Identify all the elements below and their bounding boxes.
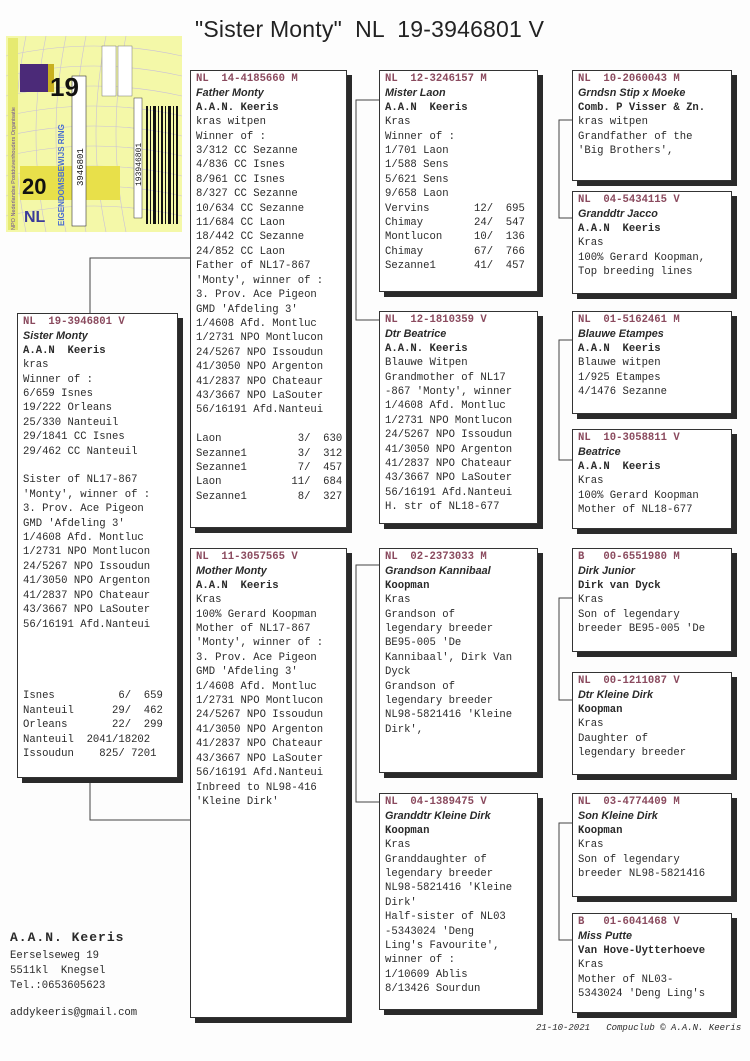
pigeon-info-line: 1/588 Sens: [385, 159, 449, 172]
pigeon-info-line: Grandson of: [385, 680, 455, 693]
pigeon-info-line: Son of legendary: [578, 608, 680, 621]
pigeon-info-line: 29/462 CC Nanteuil: [23, 445, 138, 458]
race-result-row: Sezanne1 3/ 312: [196, 447, 343, 460]
pigeon-info-line: 43/3667 NPO LaSouter: [196, 389, 324, 402]
pigeon-breeder: Van Hove-Uytterhoeve: [578, 944, 706, 957]
pigeon-info-line: 8/961 CC Isnes: [196, 173, 286, 186]
pigeon-info-line: Mother of NL18-677: [578, 504, 693, 517]
pigeon-info-line: 41/3050 NPO Argenton: [196, 723, 324, 736]
pigeon-breeder: Comb. P Visser & Zn.: [578, 101, 706, 114]
pigeon-info-line: 56/16191 Afd.Nanteui: [385, 486, 513, 499]
pigeon-card-mm-grandmother: [572, 913, 732, 1013]
ring-number: NL 01-5162461 M: [578, 314, 680, 326]
pigeon-card-father: [190, 70, 347, 528]
pigeon-info-line: NL98-5821416 'Kleine: [385, 709, 513, 722]
race-result-row: Sezanne1 41/ 457: [385, 260, 525, 273]
pigeon-info-line: 1/2731 NPO Montlucon: [196, 695, 324, 708]
pigeon-info-line: kras: [23, 359, 49, 372]
pigeon-info-line: 'Big Brothers',: [578, 145, 674, 158]
race-result-row: Laon 11/ 684: [196, 476, 343, 489]
pigeon-info-line: Ling's Favourite',: [385, 940, 500, 953]
pigeon-info-line: 1/2731 NPO Montlucon: [385, 414, 513, 427]
pigeon-info-line: [23, 646, 172, 660]
pigeon-breeder: A.A.N. Keeris: [196, 101, 279, 114]
pigeon-info-line: Mother of NL17-867: [196, 623, 311, 636]
pigeon-info-line: 18/442 CC Sezanne: [196, 231, 305, 244]
pigeon-info-line: 8/13426 Sourdun: [385, 983, 481, 996]
pigeon-info-line: 1/10609 Ablis: [385, 968, 468, 981]
pigeon-info-line: [23, 632, 172, 646]
pigeon-breeder: A.A.N. Keeris: [385, 342, 468, 355]
pigeon-info-line: 24/5267 NPO Issoudun: [196, 709, 324, 722]
ring-number: NL 14-4185660 M: [196, 73, 298, 85]
pigeon-info-line: 1/2731 NPO Montlucon: [196, 332, 324, 345]
pigeon-info-line: 'Monty', winner of :: [23, 488, 151, 501]
sticker-year-prefix: 20: [22, 174, 47, 199]
pigeon-info-line: 1/4608 Afd. Montluc: [196, 680, 317, 693]
pigeon-name: Dtr Kleine Dirk: [578, 689, 653, 702]
breeder-phone: Tel.:0653605623: [10, 980, 106, 992]
pigeon-info-line: Dyck: [385, 666, 411, 679]
pigeon-info-line: winner of :: [385, 954, 455, 967]
pigeon-breeder: A.A.N Keeris: [23, 344, 106, 357]
pigeon-name: Sister Monty: [23, 330, 88, 343]
race-result-row: Laon 3/ 630: [196, 433, 343, 446]
pigeon-info-line: Winner of :: [23, 373, 93, 386]
pigeon-info-line: 41/2837 NPO Chateaur: [196, 738, 324, 751]
race-result-row: Nanteuil 2041/18202: [23, 733, 151, 746]
pigeon-info-line: 8/327 CC Sezanne: [196, 188, 298, 201]
pigeon-card-fm-grandmother: [572, 429, 732, 529]
pigeon-info-line: -5343024 'Deng: [385, 925, 475, 938]
pigeon-info-line: 100% Gerard Koopman: [196, 608, 317, 621]
pigeon-info-line: 'Monty', winner of :: [196, 274, 324, 287]
pigeon-name: Dirk Junior: [578, 565, 635, 578]
sticker-band-text: EIGENDOMSBEWIJS RING: [57, 124, 66, 226]
pigeon-breeder: Koopman: [578, 824, 623, 837]
pigeon-info-line: 1/2731 NPO Montlucon: [23, 546, 151, 559]
pigeon-info-line: 100% Gerard Koopman: [578, 489, 699, 502]
pigeon-info-line: H. str of NL18-677: [385, 501, 500, 514]
pigeon-info-line: 24/852 CC Laon: [196, 245, 286, 258]
pigeon-info-line: 6/659 Isnes: [23, 388, 93, 401]
race-result-row: Nanteuil 29/ 462: [23, 704, 163, 717]
pigeon-breeder: A.A.N Keeris: [578, 460, 661, 473]
pigeon-info-line: breeder NL98-5821416: [578, 868, 706, 881]
pigeon-info-line: Mother of NL03-: [578, 973, 674, 986]
pigeon-breeder: Koopman: [385, 824, 430, 837]
pigeon-info-line: 56/16191 Afd.Nanteui: [196, 404, 324, 417]
pigeon-name: Father Monty: [196, 87, 264, 100]
pigeon-info-line: [196, 418, 341, 432]
pigeon-info-line: 56/16191 Afd.Nanteui: [23, 618, 151, 631]
pigeon-card-paternal-grandfather: [379, 70, 538, 292]
pigeon-info-line: Kras: [385, 839, 411, 852]
pigeon-info-line: Grandfather of the: [578, 130, 693, 143]
pigeon-info-line: legendary breeder: [385, 695, 494, 708]
pigeon-card-maternal-grandfather: [379, 548, 538, 773]
sticker-ring-number: 3946801: [76, 148, 86, 186]
pigeon-info-line: 1/701 Laon: [385, 145, 449, 158]
pigeon-name: Miss Putte: [578, 930, 632, 943]
pigeon-info-line: Daughter of: [578, 732, 648, 745]
pigeon-info-line: 3. Prov. Ace Pigeon: [23, 503, 144, 516]
pigeon-info-line: 29/1841 CC Isnes: [23, 431, 125, 444]
pigeon-info-line: 43/3667 NPO LaSouter: [196, 752, 324, 765]
pigeon-info-line: Grandson of: [385, 608, 455, 621]
race-result-row: Isnes 6/ 659: [23, 690, 163, 703]
footer-credit: 21-10-2021 Compuclub © A.A.N. Keeris: [536, 1023, 742, 1033]
pigeon-info-line: Half-sister of NL03: [385, 911, 506, 924]
pigeon-info-line: Kras: [578, 594, 604, 607]
page-title: "Sister Monty" NL 19-3946801 V: [195, 16, 545, 42]
pigeon-info-line: 1/4608 Afd. Montluc: [23, 532, 144, 545]
pigeon-card-maternal-grandmother: [379, 793, 538, 1010]
pigeon-info-line: Son of legendary: [578, 853, 680, 866]
pigeon-info-line: 24/5267 NPO Issoudun: [385, 429, 513, 442]
ring-number: NL 00-1211087 V: [578, 675, 680, 687]
ring-number: NL 12-3246157 M: [385, 73, 487, 85]
pigeon-card-ffm-grandfather: [572, 70, 732, 181]
pigeon-info-line: 5/621 Sens: [385, 173, 449, 186]
pigeon-name: Blauwe Etampes: [578, 328, 664, 341]
pigeon-name: Son Kleine Dirk: [578, 810, 658, 823]
pigeon-card-mf-grandfather: [572, 548, 732, 652]
ring-number: NL 03-4774409 M: [578, 796, 680, 808]
pigeon-breeder: Dirk van Dyck: [578, 579, 661, 592]
pigeon-info-line: Kras: [578, 959, 604, 972]
pigeon-info-line: 24/5267 NPO Issoudun: [23, 560, 151, 573]
pigeon-info-line: 41/2837 NPO Chateaur: [23, 589, 151, 602]
pigeon-name: Mother Monty: [196, 565, 267, 578]
pigeon-info-line: Kannibaal', Dirk Van: [385, 651, 513, 664]
pigeon-name: Grndsn Stip x Moeke: [578, 87, 686, 100]
ring-number: NL 10-2060043 M: [578, 73, 680, 85]
pigeon-info-line: 41/2837 NPO Chateaur: [385, 458, 513, 471]
pigeon-breeder: A.A.N Keeris: [385, 101, 468, 114]
pigeon-info-line: Blauwe Witpen: [385, 357, 468, 370]
pigeon-info-line: Inbreed to NL98-416: [196, 781, 317, 794]
pigeon-info-line: Kras: [385, 116, 411, 129]
pigeon-card-ffm-grandmother: [572, 191, 732, 294]
pigeon-name: Beatrice: [578, 446, 621, 459]
race-result-row: Chimay 67/ 766: [385, 245, 525, 258]
pigeon-info-line: GMD 'Afdeling 3': [23, 517, 125, 530]
pigeon-info-line: legendary breeder: [578, 747, 687, 760]
breeder-address: Eerselseweg 19: [10, 950, 100, 962]
breeder-city: 5511kl Knegsel: [10, 965, 106, 977]
pigeon-info-line: 10/634 CC Sezanne: [196, 202, 305, 215]
sticker-country: NL: [24, 209, 46, 226]
ring-number: NL 11-3057565 V: [196, 551, 298, 563]
race-result-row: Issoudun 825/ 7201: [23, 748, 157, 761]
ring-number: B 00-6551980 M: [578, 551, 680, 563]
pigeon-info-line: Kras: [196, 594, 222, 607]
race-result-row: Orleans 22/ 299: [23, 719, 163, 732]
pigeon-info-line: 43/3667 NPO LaSouter: [385, 472, 513, 485]
pigeon-info-line: Kras: [578, 475, 604, 488]
pigeon-info-line: 'Kleine Dirk': [196, 795, 279, 808]
sticker-side-text: NPO Nederlandse Postduivenhouders Organisatie: [11, 107, 17, 230]
pigeon-info-line: 1/925 Etampes: [578, 371, 661, 384]
ring-number: NL 12-1810359 V: [385, 314, 487, 326]
pigeon-card-mf-grandmother: [572, 672, 732, 775]
pigeon-info-line: 4/836 CC Isnes: [196, 159, 286, 172]
race-result-row: Sezanne1 7/ 457: [196, 461, 343, 474]
pigeon-info-line: Winner of :: [385, 130, 455, 143]
sticker-ring-number-long: 193946801: [135, 142, 144, 186]
sticker-year: 19: [50, 72, 79, 102]
pigeon-info-line: [23, 661, 172, 675]
pigeon-info-line: 43/3667 NPO LaSouter: [23, 604, 151, 617]
pigeon-info-line: Kras: [578, 237, 604, 250]
ring-number: NL 04-1389475 V: [385, 796, 487, 808]
pigeon-info-line: 5343024 'Deng Ling's: [578, 988, 706, 1001]
pigeon-info-line: 25/330 Nanteuil: [23, 416, 119, 429]
pigeon-info-line: Top breeding lines: [578, 266, 693, 279]
pigeon-info-line: Sister of NL17-867: [23, 474, 138, 487]
ring-number: NL 19-3946801 V: [23, 316, 125, 328]
pigeon-name: Grandson Kannibaal: [385, 565, 491, 578]
pigeon-name: Mister Laon: [385, 87, 446, 100]
pigeon-breeder: Koopman: [578, 703, 623, 716]
pigeon-info-line: Kras: [578, 718, 604, 731]
pigeon-info-line: Father of NL17-867: [196, 260, 311, 273]
breeder-email[interactable]: addykeeris@gmail.com: [10, 1007, 138, 1019]
race-result-row: Vervins 12/ 695: [385, 202, 525, 215]
pigeon-info-line: GMD 'Afdeling 3': [196, 666, 298, 679]
pigeon-info-line: 19/222 Orleans: [23, 402, 113, 415]
pigeon-info-line: BE95-005 'De: [385, 637, 462, 650]
pigeon-info-line: 41/3050 NPO Argenton: [23, 575, 151, 588]
pigeon-info-line: Kras: [385, 594, 411, 607]
pigeon-info-line: Blauwe witpen: [578, 357, 661, 370]
ring-number: NL 10-3058811 V: [578, 432, 680, 444]
pigeon-info-line: Granddaughter of: [385, 853, 487, 866]
pigeon-breeder: Koopman: [385, 579, 430, 592]
pigeon-info-line: Winner of :: [196, 130, 266, 143]
pigeon-info-line: 41/2837 NPO Chateaur: [196, 375, 324, 388]
pigeon-info-line: 100% Gerard Koopman,: [578, 251, 706, 264]
pigeon-info-line: breeder BE95-005 'De: [578, 623, 706, 636]
breeder-info: [10, 930, 124, 994]
pigeon-info-line: kras witpen: [578, 116, 648, 129]
pigeon-card-fm-grandfather: [572, 311, 732, 414]
pigeon-breeder: A.A.N Keeris: [578, 342, 661, 355]
pigeon-info-line: 1/4608 Afd. Montluc: [385, 400, 506, 413]
pigeon-info-line: 4/1476 Sezanne: [578, 386, 668, 399]
race-result-row: Sezanne1 8/ 327: [196, 490, 343, 503]
pigeon-info-line: Kras: [578, 839, 604, 852]
pigeon-name: Granddtr Jacco: [578, 208, 658, 221]
pigeon-info-line: kras witpen: [196, 116, 266, 129]
race-result-row: Montlucon 10/ 136: [385, 231, 525, 244]
breeder-name: A.A.N. Keeris: [10, 930, 125, 945]
pigeon-info-line: 'Monty', winner of :: [196, 637, 324, 650]
ring-number: NL 04-5434115 V: [578, 194, 680, 206]
pigeon-info-line: 24/5267 NPO Issoudun: [196, 346, 324, 359]
pigeon-card-subject: [17, 313, 178, 778]
pigeon-info-line: -867 'Monty', winner: [385, 386, 513, 399]
pigeon-info-line: 41/3050 NPO Argenton: [385, 443, 513, 456]
pigeon-info-line: 56/16191 Afd.Nanteui: [196, 767, 324, 780]
race-result-row: Chimay 24/ 547: [385, 217, 525, 230]
pigeon-info-line: 41/3050 NPO Argenton: [196, 361, 324, 374]
pigeon-info-line: NL98-5821416 'Kleine: [385, 882, 513, 895]
ring-number: NL 02-2373033 M: [385, 551, 487, 563]
pigeon-breeder: A.A.N Keeris: [578, 222, 661, 235]
pigeon-card-mother: [190, 548, 347, 1018]
pigeon-info-line: 3. Prov. Ace Pigeon: [196, 651, 317, 664]
pigeon-info-line: [23, 675, 172, 689]
pigeon-info-line: legendary breeder: [385, 623, 494, 636]
ring-number: B 01-6041468 V: [578, 916, 680, 928]
pigeon-info-line: Dirk',: [385, 723, 424, 736]
pigeon-info-line: 3. Prov. Ace Pigeon: [196, 289, 317, 302]
pigeon-info-line: GMD 'Afdeling 3': [196, 303, 298, 316]
pigeon-info-line: 3/312 CC Sezanne: [196, 145, 298, 158]
pigeon-info-line: [23, 459, 172, 473]
pigeon-info-line: 11/684 CC Laon: [196, 217, 286, 230]
pigeon-name: Granddtr Kleine Dirk: [385, 810, 491, 823]
pigeon-info-line: 1/4608 Afd. Montluc: [196, 317, 317, 330]
pigeon-info-line: legendary breeder: [385, 868, 494, 881]
pigeon-card-mm-grandfather: [572, 793, 732, 897]
pigeon-card-paternal-grandmother: [379, 311, 538, 524]
pigeon-info-line: Grandmother of NL17: [385, 371, 506, 384]
pigeon-info-line: Dirk': [385, 896, 417, 909]
pigeon-info-line: 9/658 Laon: [385, 188, 449, 201]
pigeon-name: Dtr Beatrice: [385, 328, 447, 341]
pigeon-breeder: A.A.N Keeris: [196, 579, 279, 592]
